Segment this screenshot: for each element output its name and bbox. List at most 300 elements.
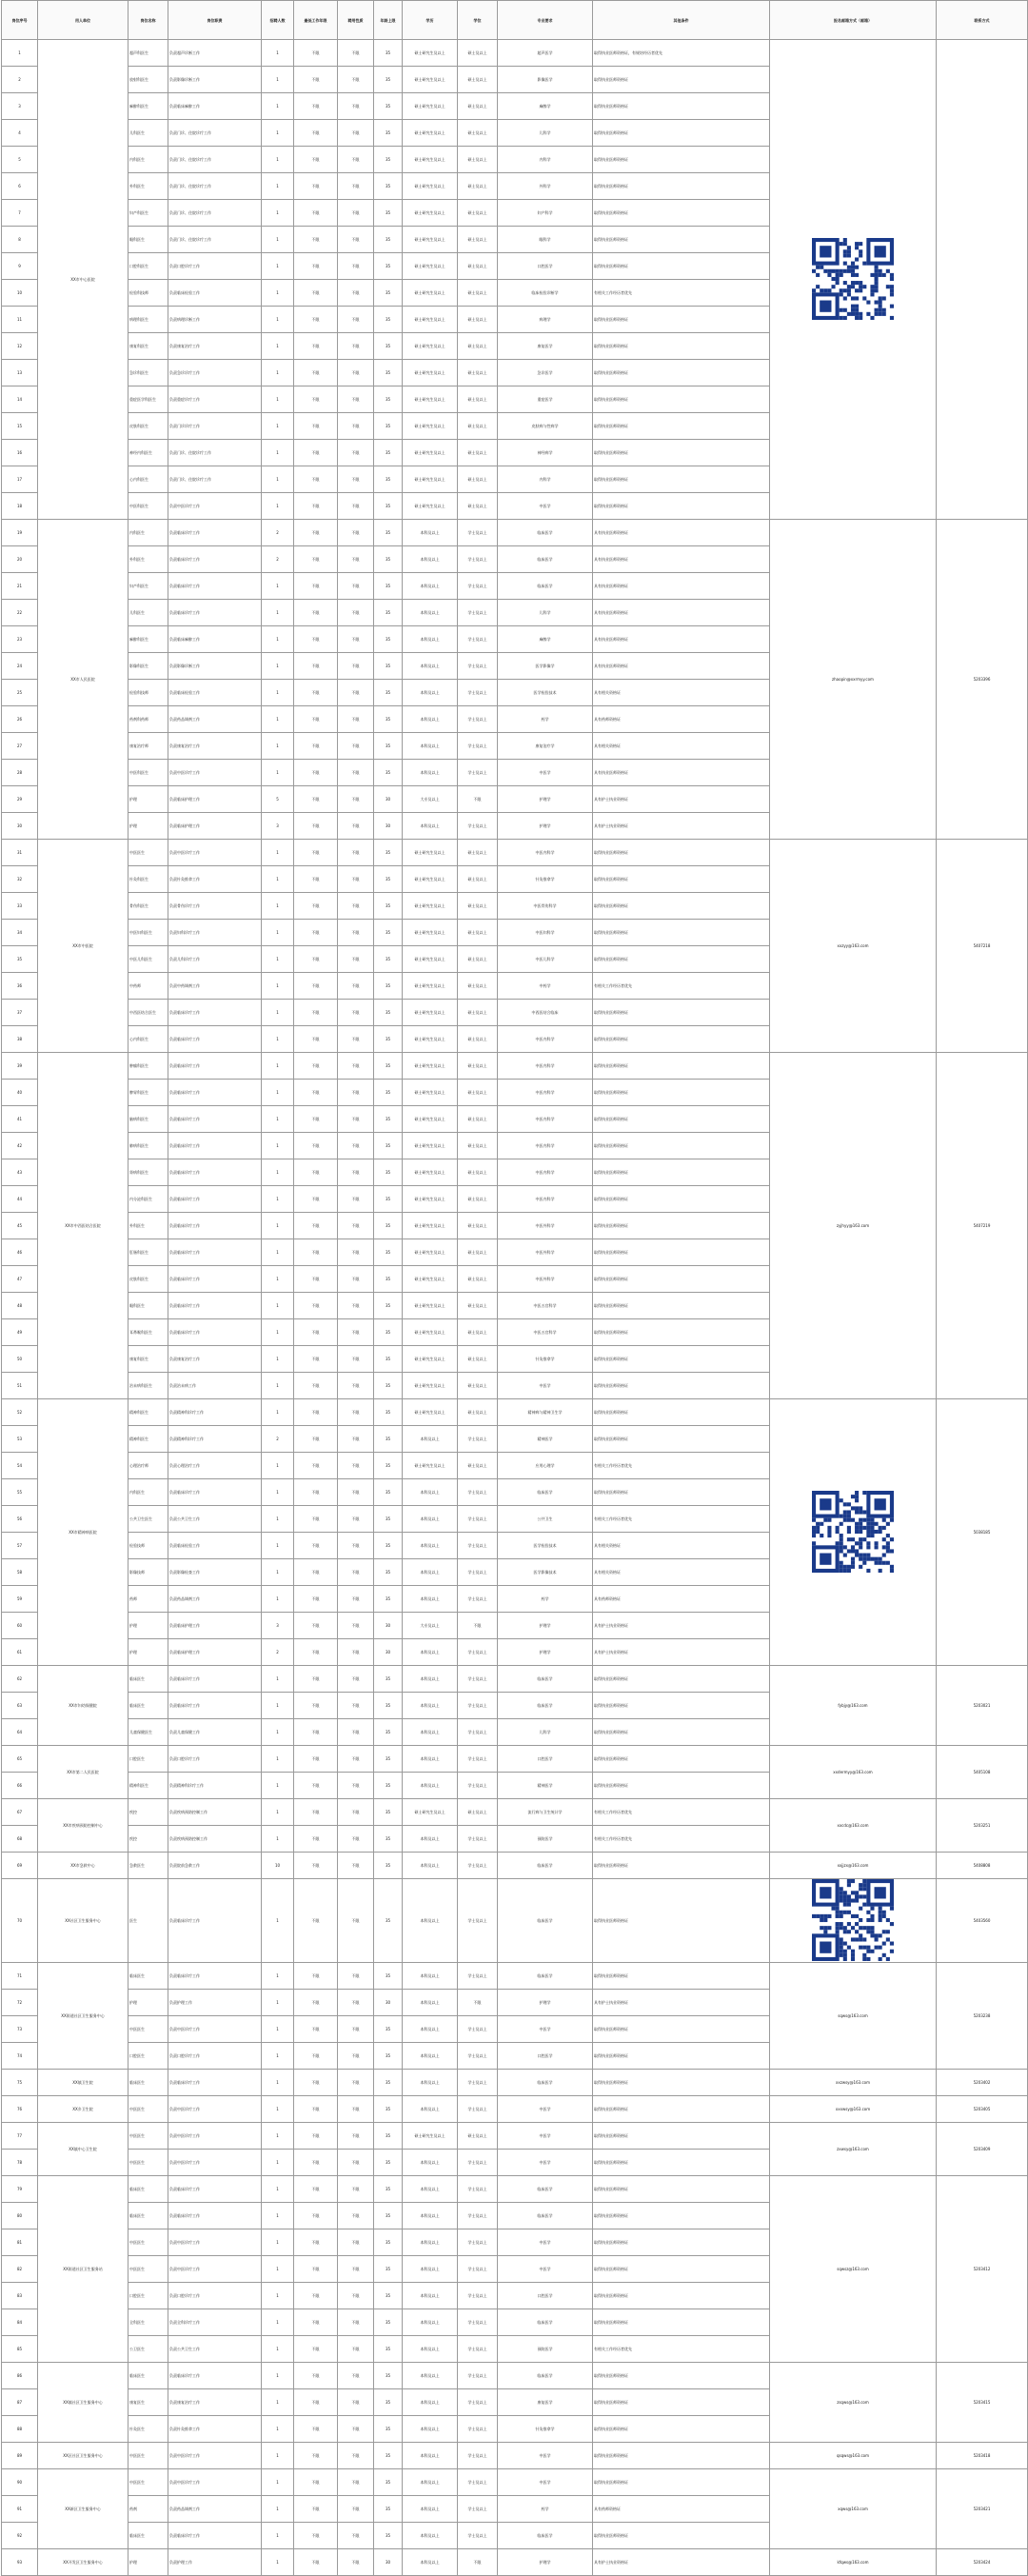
major: 中医五官科学 (498, 1293, 593, 1319)
employment-type: 不限 (338, 2443, 374, 2469)
min-years: 不限 (294, 573, 338, 600)
row-number: 66 (2, 1773, 38, 1799)
hire-count: 1 (262, 1799, 294, 1826)
unit-name: XX乡卫生院 (38, 2096, 128, 2123)
row-number: 62 (2, 1666, 38, 1693)
major: 中医学 (498, 2469, 593, 2496)
position-name: 护理 (128, 1990, 168, 2016)
requirements: 取得执业医师资格证 (593, 1346, 770, 1373)
major: 精神医学 (498, 1773, 593, 1799)
major: 皮肤病与性病学 (498, 413, 593, 440)
email-link[interactable]: xqws@163.com (838, 2507, 868, 2511)
header-unit: 用人单位 (38, 1, 128, 40)
position-name: 康复科医生 (128, 333, 168, 360)
degree: 硕士及以上 (458, 1053, 498, 1080)
position-name: 中医儿科医生 (128, 946, 168, 973)
requirements: 取得执业医师资格证 (593, 2070, 770, 2096)
row-number: 90 (2, 2469, 38, 2496)
degree: 学士及以上 (458, 1879, 498, 1963)
min-years: 不限 (294, 546, 338, 573)
position-name: 脾胃科医生 (128, 1080, 168, 1106)
hire-count: 1 (262, 1213, 294, 1239)
email-link[interactable]: fybjy@163.com (838, 1703, 868, 1708)
position-duty: 负责临床诊疗工作 (168, 1000, 262, 1026)
degree: 硕士及以上 (458, 1399, 498, 1426)
row-number: 16 (2, 440, 38, 466)
position-name: 麻醉科医生 (128, 626, 168, 653)
degree: 学士及以上 (458, 1746, 498, 1773)
employment-type: 不限 (338, 1453, 374, 1479)
position-name: 精神科医生 (128, 1426, 168, 1453)
email-link[interactable]: zhaopin@xxrmyy.com (832, 677, 874, 682)
degree: 学士及以上 (458, 1666, 498, 1693)
position-name: 内科医生 (128, 520, 168, 546)
employment-type: 不限 (338, 1773, 374, 1799)
employment-type: 不限 (338, 1080, 374, 1106)
email-cell (770, 2443, 937, 2469)
hire-count: 1 (262, 2443, 294, 2469)
education: 硕士研究生及以上 (403, 1266, 458, 1293)
hire-count: 1 (262, 1693, 294, 1719)
position-name: 外科医生 (128, 1213, 168, 1239)
requirements: 具有相关资格证 (593, 680, 770, 706)
degree: 学士及以上 (458, 2416, 498, 2443)
min-years: 不限 (294, 40, 338, 67)
position-duty: 负责治未病工作 (168, 1373, 262, 1399)
education: 本科及以上 (403, 1586, 458, 1613)
hire-count: 2 (262, 546, 294, 573)
hire-count: 1 (262, 2336, 294, 2363)
major: 急诊医学 (498, 360, 593, 386)
position-name: 儿科医生 (128, 600, 168, 626)
employment-type: 不限 (338, 2416, 374, 2443)
table-row (2, 520, 1028, 546)
degree: 学士及以上 (458, 1963, 498, 1990)
min-years: 不限 (294, 1239, 338, 1266)
degree: 学士及以上 (458, 1559, 498, 1586)
degree: 学士及以上 (458, 2469, 498, 2496)
major: 药学 (498, 2496, 593, 2523)
age-limit: 35 (374, 253, 403, 280)
header-position: 岗位名称 (128, 1, 168, 40)
education: 本科及以上 (403, 2523, 458, 2549)
major: 内科学 (498, 147, 593, 173)
major: 临床医学 (498, 2309, 593, 2336)
position-duty: 负责药品调剂工作 (168, 1586, 262, 1613)
hire-count: 1 (262, 760, 294, 786)
row-number: 43 (2, 1159, 38, 1186)
age-limit: 35 (374, 40, 403, 67)
row-number: 77 (2, 2123, 38, 2150)
requirements: 有相关工作经历者优先 (593, 1453, 770, 1479)
position-name: 医生 (128, 1879, 168, 1963)
unit-name: XX市中医院 (38, 840, 128, 1053)
major: 眼科学 (498, 227, 593, 253)
position-name: 护理 (128, 1613, 168, 1639)
min-years: 不限 (294, 920, 338, 946)
position-name: 精神科医生 (128, 1773, 168, 1799)
row-number: 53 (2, 1426, 38, 1453)
education: 本科及以上 (403, 2070, 458, 2096)
degree: 学士及以上 (458, 1479, 498, 1506)
major: 重症医学 (498, 386, 593, 413)
requirements: 取得执业医师资格证 (593, 2229, 770, 2256)
major: 中医外科学 (498, 1266, 593, 1293)
age-limit: 35 (374, 1479, 403, 1506)
position-name: 护理 (128, 786, 168, 813)
position-duty: 负责公共卫生工作 (168, 2336, 262, 2363)
min-years: 不限 (294, 200, 338, 227)
age-limit: 35 (374, 1159, 403, 1186)
education: 本科及以上 (403, 520, 458, 546)
age-limit: 35 (374, 2523, 403, 2549)
hire-count: 1 (262, 1479, 294, 1506)
position-duty: 负责临床护理工作 (168, 1639, 262, 1666)
major: 中医学 (498, 1373, 593, 1399)
email-link[interactable]: xxdermyy@163.com (833, 1770, 873, 1774)
position-name: 麻醉科医生 (128, 93, 168, 120)
major: 中医内科学 (498, 1106, 593, 1133)
position-name: 护理 (128, 813, 168, 840)
degree: 学士及以上 (458, 2523, 498, 2549)
row-number: 32 (2, 866, 38, 893)
education: 大专及以上 (403, 786, 458, 813)
education: 本科及以上 (403, 600, 458, 626)
age-limit: 35 (374, 1266, 403, 1293)
employment-type: 不限 (338, 973, 374, 1000)
education: 硕士研究生及以上 (403, 1133, 458, 1159)
age-limit: 35 (374, 2309, 403, 2336)
email-link[interactable]: kfqws@163.com (837, 2560, 869, 2565)
row-number: 74 (2, 2043, 38, 2070)
degree: 学士及以上 (458, 760, 498, 786)
hire-count: 1 (262, 466, 294, 493)
degree: 硕士及以上 (458, 1373, 498, 1399)
major: 中医学 (498, 2096, 593, 2123)
hire-count: 1 (262, 920, 294, 946)
min-years: 不限 (294, 2443, 338, 2469)
unit-name: XX开发区卫生服务中心 (38, 2549, 128, 2576)
education: 本科及以上 (403, 1879, 458, 1963)
education: 硕士研究生及以上 (403, 1399, 458, 1426)
email-link[interactable]: xxzwsy@163.com (835, 2080, 870, 2085)
major: 应用心理学 (498, 1453, 593, 1479)
major: 病理学 (498, 307, 593, 333)
education: 本科及以上 (403, 1479, 458, 1506)
row-number: 22 (2, 600, 38, 626)
email-cell (770, 1746, 937, 1799)
employment-type: 不限 (338, 2229, 374, 2256)
unit-name: XX市妇幼保健院 (38, 1666, 128, 1746)
min-years: 不限 (294, 2016, 338, 2043)
row-number: 64 (2, 1719, 38, 1746)
min-years: 不限 (294, 2309, 338, 2336)
employment-type: 不限 (338, 1613, 374, 1639)
min-years: 不限 (294, 2336, 338, 2363)
major: 中医学 (498, 2256, 593, 2283)
min-years: 不限 (294, 1773, 338, 1799)
row-number: 71 (2, 1963, 38, 1990)
min-years: 不限 (294, 1346, 338, 1373)
min-years: 不限 (294, 1533, 338, 1559)
age-limit: 35 (374, 600, 403, 626)
education: 本科及以上 (403, 1506, 458, 1533)
min-years: 不限 (294, 1186, 338, 1213)
age-limit: 35 (374, 360, 403, 386)
education: 硕士研究生及以上 (403, 1319, 458, 1346)
position-duty: 负责门诊、住院诊疗工作 (168, 227, 262, 253)
position-name: 心理治疗师 (128, 1453, 168, 1479)
position-name: 药剂科药师 (128, 706, 168, 733)
education: 硕士研究生及以上 (403, 1159, 458, 1186)
min-years: 不限 (294, 307, 338, 333)
phone-cell: 5038185 (937, 1399, 1028, 1666)
min-years: 不限 (294, 600, 338, 626)
qr-code-icon[interactable] (812, 238, 894, 320)
major: 儿科学 (498, 120, 593, 147)
employment-type: 不限 (338, 1533, 374, 1559)
requirements: 具有执业医师资格证 (593, 626, 770, 653)
row-number: 35 (2, 946, 38, 973)
major: 中医外科学 (498, 1213, 593, 1239)
position-name: 中西医结合医生 (128, 1000, 168, 1026)
email-link[interactable]: xxzyy@163.com (837, 943, 869, 948)
age-limit: 35 (374, 706, 403, 733)
employment-type: 不限 (338, 1266, 374, 1293)
employment-type: 不限 (338, 600, 374, 626)
email-link[interactable]: zsqws@163.com (837, 2400, 869, 2405)
major: 神经病学 (498, 440, 593, 466)
education: 本科及以上 (403, 2256, 458, 2283)
table-row (2, 2549, 1028, 2576)
requirements: 取得执业医师资格证 (593, 2256, 770, 2283)
requirements: 具有护士执业资格证 (593, 1639, 770, 1666)
degree: 学士及以上 (458, 1639, 498, 1666)
position-duty: 负责临床麻醉工作 (168, 93, 262, 120)
position-name: 药剂 (128, 2496, 168, 2523)
hire-count: 1 (262, 2229, 294, 2256)
education: 本科及以上 (403, 1533, 458, 1559)
position-name: 中医医生 (128, 2016, 168, 2043)
email-link[interactable]: sqws@163.com (838, 2013, 868, 2018)
age-limit: 35 (374, 2256, 403, 2283)
email-link[interactable]: xxjjzx@163.com (837, 1863, 869, 1868)
education: 硕士研究生及以上 (403, 1186, 458, 1213)
age-limit: 30 (374, 786, 403, 813)
hire-count: 1 (262, 2389, 294, 2416)
row-number: 63 (2, 1693, 38, 1719)
degree: 硕士及以上 (458, 360, 498, 386)
requirements: 具有药师资格证 (593, 2496, 770, 2523)
degree: 学士及以上 (458, 520, 498, 546)
hire-count: 1 (262, 1879, 294, 1963)
age-limit: 35 (374, 2123, 403, 2150)
position-duty: 负责儿科诊疗工作 (168, 946, 262, 973)
age-limit: 35 (374, 1693, 403, 1719)
hire-count: 3 (262, 1613, 294, 1639)
education: 本科及以上 (403, 2496, 458, 2523)
employment-type: 不限 (338, 1000, 374, 1026)
hire-count: 1 (262, 2256, 294, 2283)
major: 中医五官科学 (498, 1319, 593, 1346)
position-duty: 负责临床诊疗工作 (168, 1053, 262, 1080)
major: 口腔医学 (498, 1746, 593, 1773)
education: 硕士研究生及以上 (403, 440, 458, 466)
degree: 学士及以上 (458, 1773, 498, 1799)
major: 中医学 (498, 2123, 593, 2150)
age-limit: 35 (374, 386, 403, 413)
age-limit: 35 (374, 946, 403, 973)
email-link[interactable]: zxwsy@163.com (837, 2147, 869, 2151)
major: 预防医学 (498, 1826, 593, 1853)
major: 康复医学 (498, 2389, 593, 2416)
position-duty: 负责重症诊疗工作 (168, 386, 262, 413)
requirements: 取得执业医师资格证 (593, 67, 770, 93)
email-link[interactable]: qsqws@163.com (837, 2453, 869, 2458)
position-duty: 负责临床诊疗工作 (168, 2523, 262, 2549)
employment-type: 不限 (338, 173, 374, 200)
email-cell (770, 2469, 937, 2549)
min-years: 不限 (294, 866, 338, 893)
requirements: 取得执业医师资格证 (593, 227, 770, 253)
employment-type: 不限 (338, 840, 374, 866)
hire-count: 1 (262, 840, 294, 866)
position-name: 针灸医生 (128, 2416, 168, 2443)
degree: 硕士及以上 (458, 493, 498, 520)
row-number: 47 (2, 1266, 38, 1293)
min-years: 不限 (294, 1293, 338, 1319)
position-name: 肺病科医生 (128, 1133, 168, 1159)
table-row (2, 2176, 1028, 2203)
requirements: 取得执业医师资格证 (593, 1666, 770, 1693)
hire-count: 1 (262, 1826, 294, 1853)
major: 临床医学 (498, 2363, 593, 2389)
header-count: 招聘人数 (262, 1, 294, 40)
degree: 学士及以上 (458, 546, 498, 573)
phone-cell: 5203238 (937, 1963, 1028, 2070)
employment-type: 不限 (338, 1346, 374, 1373)
age-limit: 35 (374, 2150, 403, 2176)
education: 硕士研究生及以上 (403, 147, 458, 173)
hire-count: 1 (262, 333, 294, 360)
employment-type: 不限 (338, 2070, 374, 2096)
requirements: 有相关工作经历者优先 (593, 1826, 770, 1853)
hire-count: 1 (262, 1990, 294, 2016)
hire-count: 1 (262, 1133, 294, 1159)
min-years: 不限 (294, 2070, 338, 2096)
position-duty: 负责门诊诊疗工作 (168, 413, 262, 440)
major: 公共卫生 (498, 1506, 593, 1533)
age-limit: 35 (374, 1186, 403, 1213)
min-years: 不限 (294, 2256, 338, 2283)
major: 中医内科学 (498, 1159, 593, 1186)
position-duty: 负责临床诊疗工作 (168, 1080, 262, 1106)
requirements: 取得执业医师资格证 (593, 866, 770, 893)
education: 本科及以上 (403, 2416, 458, 2443)
major: 临床医学 (498, 1479, 593, 1506)
hire-count: 1 (262, 893, 294, 920)
position-duty: 负责临床诊疗工作 (168, 1239, 262, 1266)
min-years: 不限 (294, 786, 338, 813)
position-name: 检验科技师 (128, 280, 168, 307)
degree: 学士及以上 (458, 706, 498, 733)
degree: 硕士及以上 (458, 1000, 498, 1026)
age-limit: 35 (374, 1426, 403, 1453)
education: 硕士研究生及以上 (403, 360, 458, 386)
position-duty: 负责中医诊疗工作 (168, 760, 262, 786)
email-link[interactable]: sqwsz@163.com (837, 2267, 869, 2271)
employment-type: 不限 (338, 360, 374, 386)
qr-code-icon[interactable] (812, 1879, 894, 1961)
requirements: 取得执业医师资格证 (593, 2283, 770, 2309)
position-name: 康复治疗师 (128, 733, 168, 760)
requirements: 具有药师资格证 (593, 706, 770, 733)
employment-type: 不限 (338, 1586, 374, 1613)
requirements: 取得执业医师资格证 (593, 1239, 770, 1266)
email-link[interactable]: xxcdc@163.com (837, 1823, 869, 1828)
major: 预防医学 (498, 2336, 593, 2363)
age-limit: 35 (374, 2203, 403, 2229)
requirements: 具有执业医师资格证 (593, 520, 770, 546)
degree: 学士及以上 (458, 1506, 498, 1533)
employment-type: 不限 (338, 2549, 374, 2576)
age-limit: 35 (374, 2363, 403, 2389)
row-number: 65 (2, 1746, 38, 1773)
major: 外科学 (498, 173, 593, 200)
education: 本科及以上 (403, 2229, 458, 2256)
min-years: 不限 (294, 147, 338, 173)
position-name: 全科医生 (128, 2309, 168, 2336)
row-number: 39 (2, 1053, 38, 1080)
qr-code-icon[interactable] (812, 1491, 894, 1573)
position-name: 康复科医生 (128, 1346, 168, 1373)
degree: 硕士及以上 (458, 1293, 498, 1319)
age-limit: 35 (374, 1746, 403, 1773)
hire-count: 1 (262, 173, 294, 200)
hire-count: 1 (262, 1293, 294, 1319)
min-years: 不限 (294, 1106, 338, 1133)
phone-cell: 5203412 (937, 2176, 1028, 2363)
position-name: 口腔医生 (128, 2043, 168, 2070)
hire-count: 1 (262, 2176, 294, 2203)
position-name: 急诊科医生 (128, 360, 168, 386)
requirements: 取得执业医师资格证 (593, 466, 770, 493)
education: 硕士研究生及以上 (403, 893, 458, 920)
major: 中医学 (498, 2150, 593, 2176)
unit-name: XX镇中心卫生院 (38, 2123, 128, 2176)
age-limit: 35 (374, 227, 403, 253)
position-name: 口腔医生 (128, 1746, 168, 1773)
row-number: 80 (2, 2203, 38, 2229)
requirements: 取得执业医师资格证 (593, 2309, 770, 2336)
min-years: 不限 (294, 1506, 338, 1533)
email-link[interactable]: xxxwsy@163.com (835, 2107, 871, 2111)
email-link[interactable]: zyjhyy@163.com (836, 1223, 870, 1228)
education: 本科及以上 (403, 573, 458, 600)
degree: 学士及以上 (458, 626, 498, 653)
min-years: 不限 (294, 1639, 338, 1666)
education: 本科及以上 (403, 680, 458, 706)
row-number: 51 (2, 1373, 38, 1399)
major: 中医内科学 (498, 1026, 593, 1053)
employment-type: 不限 (338, 1879, 374, 1963)
position-name: 临床医生 (128, 2203, 168, 2229)
employment-type: 不限 (338, 1373, 374, 1399)
degree: 不限 (458, 1990, 498, 2016)
min-years: 不限 (294, 1559, 338, 1586)
min-years: 不限 (294, 2469, 338, 2496)
position-name: 中医医生 (128, 2469, 168, 2496)
